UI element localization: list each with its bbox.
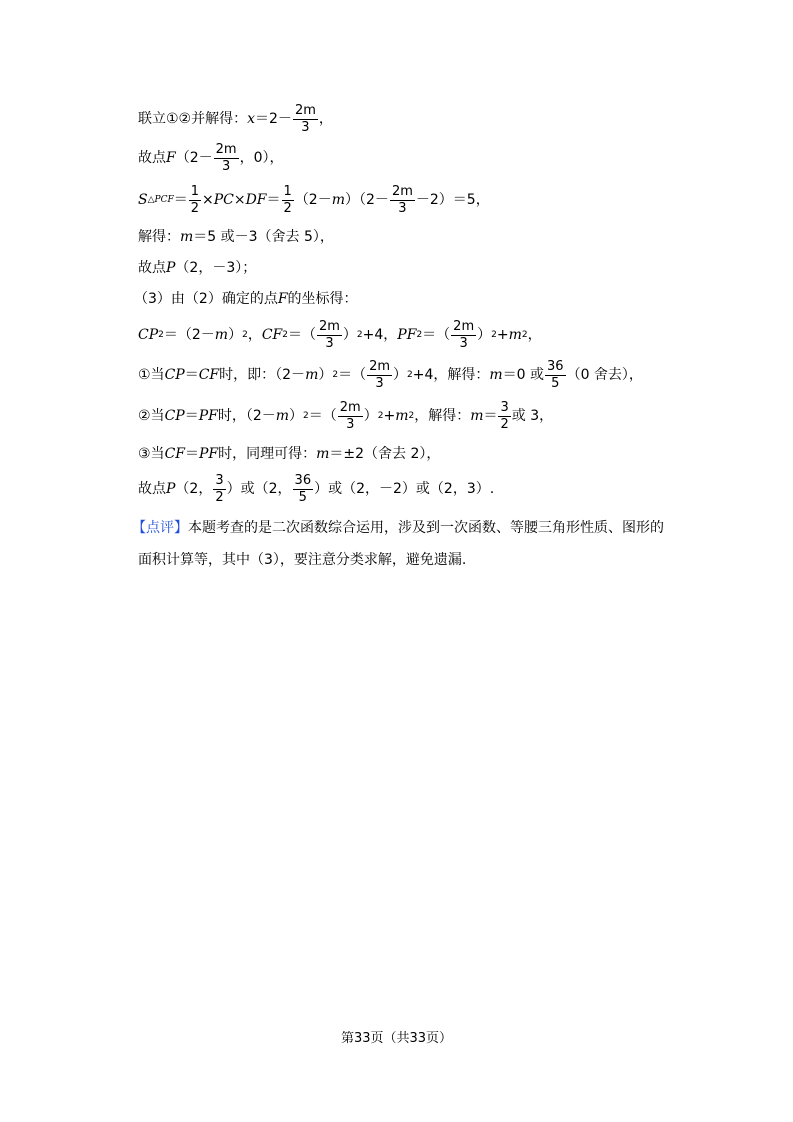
- solution-line-9: ②当 CP ＝ PF 时，（2－ m ） 2 ＝（ $\frac{2m}{3}$ ） 2 + m 2 ，解得： m ＝ $\frac{3}{2}$ 或 3，: [138, 400, 554, 432]
- fraction: [282, 185, 294, 215]
- numerator: 36: [294, 473, 312, 488]
- numerator: 2m: [339, 400, 361, 415]
- text: ＝（: [287, 327, 316, 344]
- comment-line-2: [138, 553, 466, 567]
- fraction: [293, 104, 318, 134]
- page-footer: 第33页（共33页）: [340, 1031, 453, 1046]
- variable: CF: [261, 327, 283, 344]
- denominator: 3: [221, 158, 231, 174]
- numerator: 2m: [369, 359, 391, 374]
- text: 故点: [138, 150, 166, 167]
- text: ）或（2，－2）或（2，3）.: [314, 481, 495, 498]
- text: ＝（: [338, 367, 367, 384]
- numerator: 1: [283, 184, 292, 199]
- fraction: [189, 185, 201, 215]
- text: ，0），: [239, 150, 284, 167]
- text: 联立①②并解得：: [138, 111, 248, 128]
- denominator: 3: [398, 200, 407, 216]
- variable: m: [275, 408, 290, 425]
- variable: P: [166, 481, 176, 498]
- text: ×: [201, 192, 214, 209]
- fraction: [390, 185, 415, 215]
- text: ＝±2（舍去 2），: [329, 446, 441, 462]
- solution-line-6: [134, 292, 358, 306]
- numerator: 2m: [215, 142, 237, 157]
- denominator: 3: [325, 335, 334, 351]
- text: ）（2－: [345, 192, 389, 209]
- text: ，: [527, 327, 542, 344]
- text: ）: [393, 367, 408, 384]
- text: ＝5 或－3（舍去 5），: [193, 229, 334, 245]
- numerator: 3: [500, 400, 509, 415]
- variable: F: [166, 150, 176, 167]
- text: ＝0 或: [502, 367, 545, 384]
- variable: m: [489, 367, 503, 384]
- text: ）: [363, 408, 378, 425]
- text: ＝: [483, 408, 498, 425]
- comment-line-1: [132, 521, 664, 535]
- solution-line-5: [138, 261, 256, 275]
- variable: CF: [198, 367, 220, 384]
- text: ＝（2－: [163, 327, 215, 344]
- text: ＝: [266, 192, 281, 209]
- text: ②当: [138, 408, 165, 425]
- numerator: 2m: [294, 103, 316, 118]
- text: （0 舍去），: [566, 367, 643, 384]
- denominator: 2: [215, 489, 224, 505]
- variable: m: [305, 367, 319, 384]
- fraction: [214, 143, 239, 173]
- variable: m: [316, 446, 330, 462]
- comment-tag: 【点评】: [132, 520, 188, 536]
- fraction: [213, 474, 225, 504]
- fraction: [338, 401, 363, 431]
- denominator: 3: [346, 416, 355, 432]
- text: （2－: [175, 150, 213, 167]
- text: ＝: [185, 446, 199, 462]
- text: 时，同理可得：: [218, 446, 317, 462]
- numerator: 2m: [391, 184, 413, 199]
- variable: CP: [164, 408, 185, 425]
- variable: m: [395, 408, 409, 425]
- text: 或 3，: [511, 408, 554, 425]
- text: （2－: [294, 192, 332, 209]
- text: （2，－3）；: [175, 260, 257, 276]
- text: ＝: [173, 192, 188, 209]
- variable: m: [508, 327, 522, 344]
- variable: PC×DF: [213, 192, 267, 209]
- text: （3）由（2）确定的点: [134, 291, 278, 307]
- solution-line-11: [138, 474, 494, 504]
- denominator: 2: [500, 416, 509, 432]
- fraction: [367, 360, 392, 390]
- text: +: [383, 408, 396, 425]
- text: +4，: [362, 327, 398, 344]
- variable: F: [277, 291, 288, 307]
- text: ）: [318, 367, 333, 384]
- text: 时，（2－: [217, 408, 276, 425]
- fraction: [498, 401, 510, 431]
- text: ，: [247, 327, 262, 344]
- text: ①当: [138, 367, 165, 384]
- variable: PF: [397, 327, 417, 344]
- denominator: 5: [298, 489, 307, 505]
- denominator: 3: [375, 375, 384, 391]
- solution-line-8: ①当 CP ＝ CF 时，即：（2－ m ） 2 ＝（ $\frac{2m}{3}$ ） 2 +4，解得： m ＝0 或 $\frac{36}{5}$ （0 舍去），: [138, 359, 643, 391]
- variable: PF: [198, 408, 218, 425]
- text: （2，: [175, 481, 213, 498]
- numerator: 2m: [318, 319, 340, 334]
- fraction: [293, 474, 314, 504]
- solution-line-4: [138, 230, 334, 244]
- variable: CP: [138, 327, 159, 344]
- text: 的坐标得：: [287, 291, 358, 307]
- text: －2）＝5，: [415, 192, 490, 209]
- text: ③当: [138, 446, 165, 462]
- variable: x: [247, 111, 256, 128]
- fraction: [317, 320, 342, 350]
- solution-line-1: [138, 104, 333, 134]
- text: ＝: [184, 367, 199, 384]
- solution-line-7: CP 2 ＝（2－ m ） 2 ， CF 2 ＝（ $\frac{2m}{3}$ ） 2 +4， PF 2 ＝（ $\frac{2m}{3}$ ） 2 + m 2 ，: [138, 319, 542, 351]
- text: ＝（: [422, 327, 451, 344]
- variable: m: [214, 327, 229, 344]
- variable: PF: [199, 446, 219, 462]
- solution-line-3: S △PCF ＝ $\frac{1}{2}$ × PC×DF ＝ $\frac{1}{2}$ （2－ m ）（2－ $\frac{2m}{3}$ －2）＝5，: [138, 184, 490, 216]
- solution-line-2: [138, 143, 284, 173]
- text: ，: [318, 111, 333, 128]
- fraction: [545, 360, 566, 390]
- text: ）: [342, 327, 357, 344]
- denominator: 5: [551, 375, 560, 391]
- solution-line-10: [138, 447, 440, 461]
- comment-text: 本题考查的是二次函数综合运用，涉及到一次函数、等腰三角形性质、图形的: [188, 520, 664, 536]
- numerator: 1: [190, 184, 199, 199]
- text: ）: [477, 327, 492, 344]
- text: ＝2－: [255, 111, 292, 128]
- text: 故点: [138, 260, 166, 276]
- variable: P: [166, 260, 176, 276]
- text: ）: [228, 327, 243, 344]
- variable: S: [138, 192, 148, 209]
- numerator: 2m: [453, 319, 475, 334]
- numerator: 3: [215, 473, 224, 488]
- denominator: 2: [190, 200, 199, 216]
- variable: m: [180, 229, 194, 245]
- text: 解得：: [138, 229, 180, 245]
- denominator: 3: [301, 119, 310, 135]
- text: +4，解得：: [412, 367, 490, 384]
- text: ＝（: [308, 408, 337, 425]
- numerator: 36: [547, 359, 564, 374]
- denominator: 3: [459, 335, 468, 351]
- fraction: [451, 320, 476, 350]
- text: +: [496, 327, 509, 344]
- text: ）: [289, 408, 304, 425]
- comment-text: 面积计算等，其中（3），要注意分类求解，避免遗漏.: [138, 552, 467, 568]
- variable: CF: [164, 446, 185, 462]
- variable: m: [331, 192, 346, 209]
- text: ，解得：: [414, 408, 471, 425]
- variable: CP: [164, 367, 185, 384]
- text: ＝: [184, 408, 199, 425]
- variable: m: [470, 408, 484, 425]
- text: 故点: [138, 481, 166, 498]
- text: ）或（2，: [226, 481, 292, 498]
- denominator: 2: [283, 200, 292, 216]
- text: 时，即：（2－: [219, 367, 306, 384]
